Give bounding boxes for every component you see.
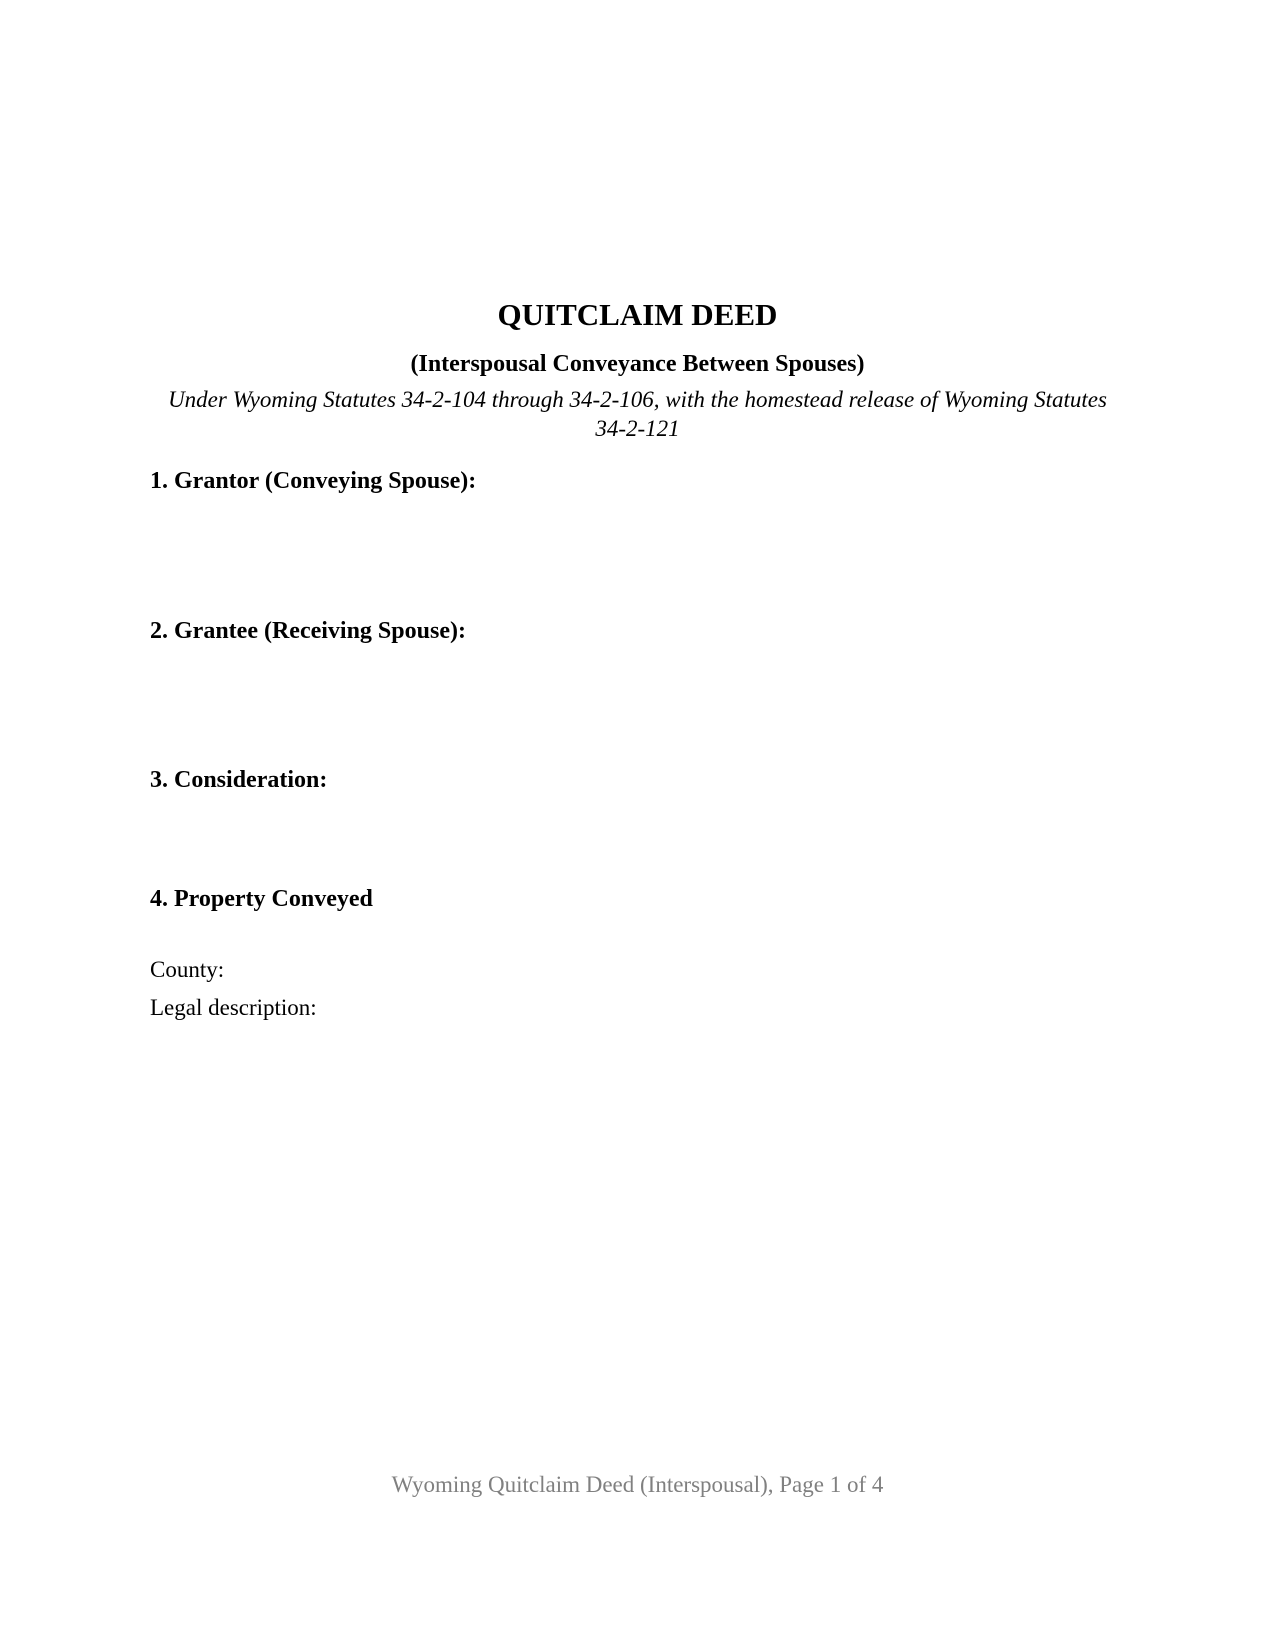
county-label: County: <box>150 957 225 982</box>
grantee-heading: 2. Grantee (Receiving Spouse): <box>150 618 466 644</box>
page-footer: Wyoming Quitclaim Deed (Interspousal), Page 1 of 4 <box>391 1472 884 1497</box>
document-subtitle: (Interspousal Conveyance Between Spouses) <box>410 351 865 377</box>
statute-note: Under Wyoming Statutes 34-2-104 through 34-2-106, with the homestead release of Wyoming Statutes 34-2-121 <box>168 387 1107 441</box>
document-title: QUITCLAIM DEED <box>497 297 778 332</box>
property-conveyed-heading: 4. Property Conveyed <box>150 886 373 912</box>
grantor-heading: 1. Grantor (Conveying Spouse): <box>150 468 477 494</box>
consideration-heading: 3. Consideration: <box>150 767 328 793</box>
legal-description-label: Legal description: <box>150 995 317 1020</box>
